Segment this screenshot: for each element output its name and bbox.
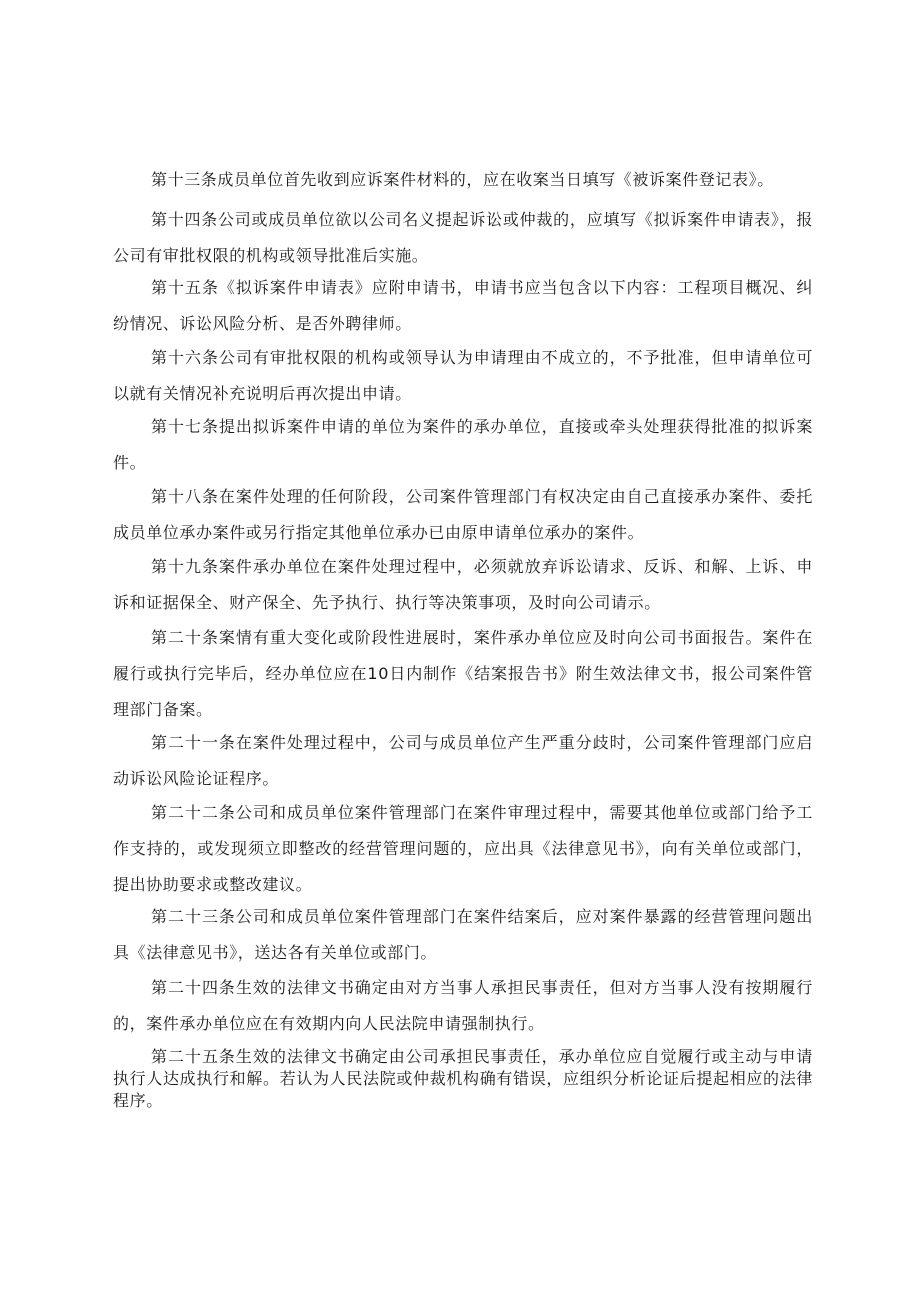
article-15: 第十五条《拟诉案件申请表》应附申请书，申请书应当包含以下内容：工程项目概况、纠纷情况、诉讼风险分析、是否外聘律师。 (113, 278, 813, 333)
article-19: 第十九条案件承办单位在案件处理过程中，必须就放弃诉讼请求、反诉、和解、上诉、申诉和证据保全、财产保全、先予执行、执行等决策事项，及时向公司请示。 (113, 557, 813, 612)
article-13: 第十三条成员单位首先收到应诉案件材料的，应在收案当日填写《被诉案件登记表》。 (151, 170, 774, 189)
article-20: 第二十条案情有重大变化或阶段性进展时，案件承办单位应及时向公司书面报告。案件在履行或执行完毕后，经办单位应在10日内制作《结案报告书》附生效法律文书，报公司案件管理部门备案。 (113, 628, 813, 719)
article-14: 第十四条公司或成员单位欲以公司名义提起诉讼或仲裁的，应填写《拟诉案件申请表》，报公司有审批权限的机构或领导批准后实施。 (113, 210, 813, 265)
article-22: 第二十二条公司和成员单位案件管理部门在案件审理过程中，需要其他单位或部门给予工作支持的，或发现须立即整改的经营管理问题的，应出具《法律意见书》，向有关单位或部门，提出协助要求或整改建议。 (113, 803, 813, 894)
article-24: 第二十四条生效的法律文书确定由对方当事人承担民事责任，但对方当事人没有按期履行的，案件承办单位应在有效期内向人民法院申请强制执行。 (113, 978, 813, 1033)
article-16: 第十六条公司有审批权限的机构或领导认为申请理由不成立的，不予批准，但申请单位可以就有关情况补充说明后再次提出申请。 (113, 348, 813, 403)
article-17: 第十七条提出拟诉案件申请的单位为案件的承办单位，直接或牵头处理获得批准的拟诉案件。 (113, 417, 813, 472)
article-23: 第二十三条公司和成员单位案件管理部门在案件结案后，应对案件暴露的经营管理问题出具《法律意见书》，送达各有关单位或部门。 (113, 907, 813, 962)
article-18: 第十八条在案件处理的任何阶段，公司案件管理部门有权决定由自己直接承办案件、委托成员单位承办案件或另行指定其他单位承办已由原申请单位承办的案件。 (113, 487, 813, 542)
article-25: 第二十五条生效的法律文书确定由公司承担民事责任，承办单位应自觉履行或主动与申请执行人达成执行和解。若认为人民法院或仲裁机构确有错误，应组织分析论证后提起相应的法律程序。 (113, 1047, 813, 1110)
article-21: 第二十一条在案件处理过程中，公司与成员单位产生严重分歧时，公司案件管理部门应启动诉讼风险论证程序。 (113, 733, 813, 788)
